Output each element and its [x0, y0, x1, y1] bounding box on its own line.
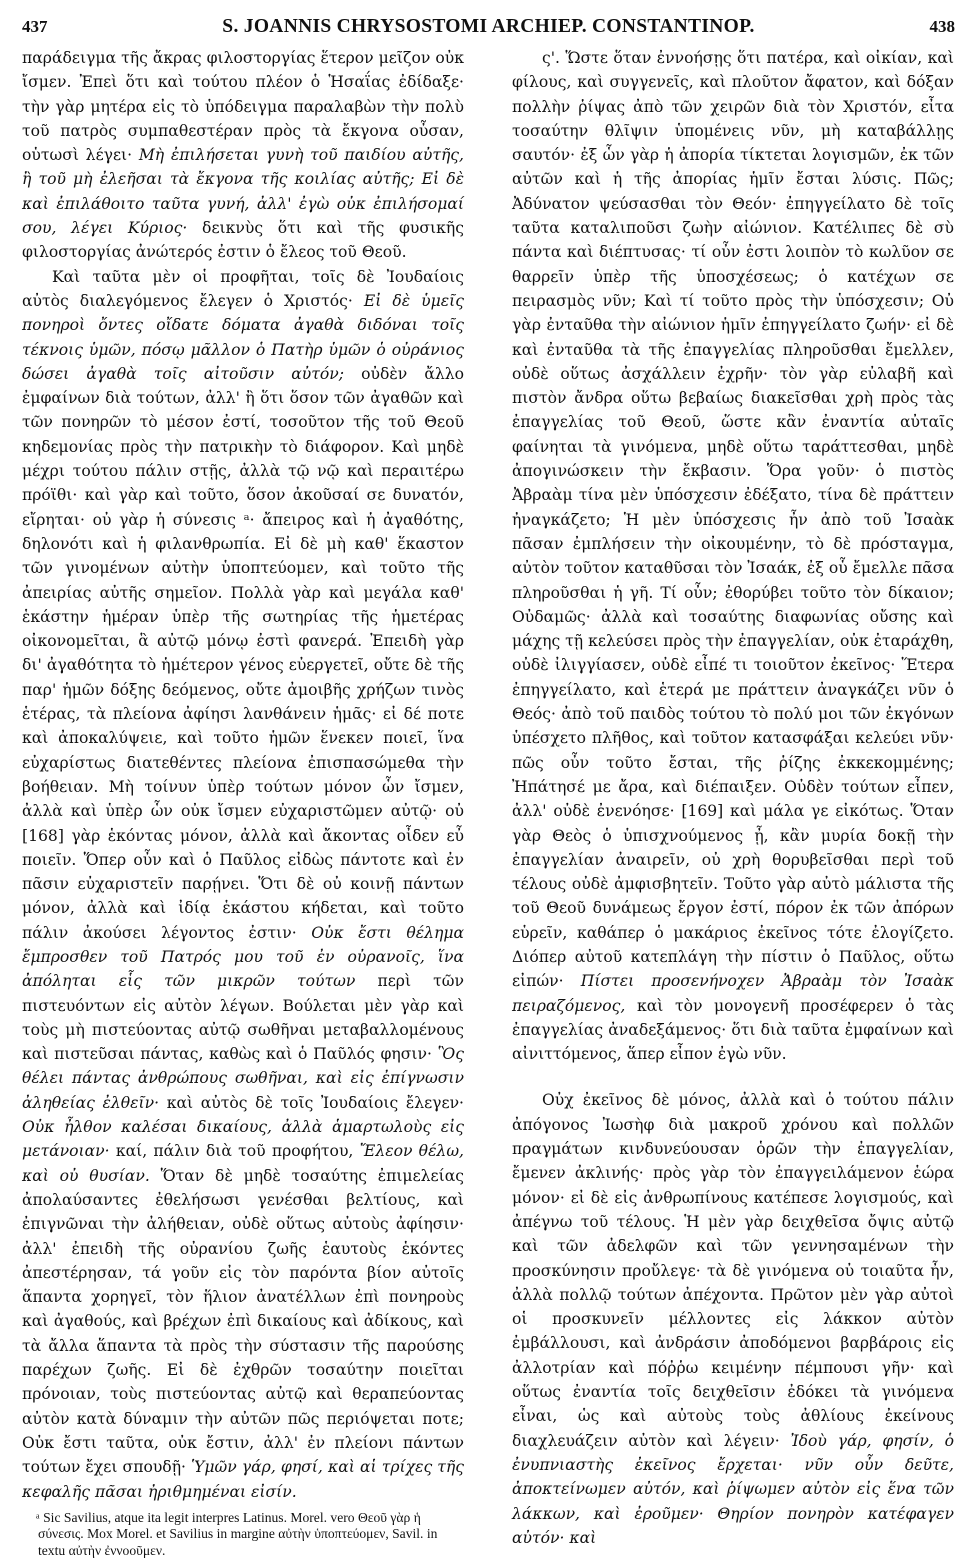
footnote: ᵃ Sic Savilius, atque ita legit interpres Latinus. Morel. vero Θεοῦ γὰρ ἡ σύνεσις. Mox Morel. et Savilius in margine αὐτὴν ὑποπτεύομεν, Savil. in textu αὐτὴν ἐννοοῦμεν. [36, 1509, 438, 1558]
quotation-text: Πίστει προσενήνοχεν Ἀβραὰμ τὸν Ἰσαὰκ πειραζόμενος, [512, 972, 954, 1015]
quotation-text: Οὐκ ἦλθον καλέσαι δικαίους, ἀλλὰ ἁμαρτωλοὺς εἰς μετάνοιαν· [22, 1118, 464, 1161]
running-header [22, 12, 955, 42]
body-text: δεικνὺς ὅτι καὶ τῆς φυσικῆς φιλοστοργίας ἀνώτερός ἐστιν ὁ ἔλεος τοῦ Θεοῦ. [22, 219, 464, 262]
right-page-number: 438 [929, 17, 955, 36]
body-text: περὶ τῶν πιστευόντων εἰς αὐτὸν λέγων. Βούλεται μὲν γὰρ καὶ τοὺς μὴ πιστεύοντας αὐτῷ σωθῆναι μεταβαλλομένους καὶ πιστεῦσαι πάντας, καθὼς καὶ ὁ Παῦλός φησιν· [22, 972, 464, 1064]
paragraph [512, 46, 954, 1066]
quotation-text: Ὑμῶν γάρ, φησί, καὶ αἱ τρίχες τῆς κεφαλῆς πᾶσαι ἠριθμημέναι εἰσίν. [22, 1458, 464, 1501]
quotation-text: Εἰ δὲ ὑμεῖς πονηροὶ ὄντες οἴδατε δόματα ἀγαθὰ διδόναι τοῖς τέκνοις ὑμῶν, πόσῳ μᾶλλον ὁ Πατὴρ ὑμῶν ὁ οὐράνιος δώσει ἀγαθὰ τοῖς αἰτοῦσιν αὐτόν; [22, 291, 464, 383]
body-text: Ὅταν δὲ μηδὲ τοσαύτης ἐπιμελείας ἀπολαύσαντες ἐθελήσωσι γενέσθαι βελτίους, καὶ ἐπιγνῶναι τὴν ἀλήθειαν, οὐδὲ οὕτως αὐτοὺς ἀφίησιν· ἀλλ' ἐπειδὴ τῆς οὐρανίου ζωῆς ἑαυτοὺς ἑκόντες ἀπεστέρησαν, τά γοῦν εἰς τὸν παρόντα βίον αὐτοῖς ἅπαντα χορηγεῖ, τὸν ἥλιον ἀνατέλλων ἐπὶ πονηροὺς καὶ ἀγαθούς, καὶ βρέχων ἐπὶ δικαίους καὶ ἀδίκους, καὶ τὰ ἄλλα ἅπαντα τὰ πρὸς τὴν σύστασιν τῆς παρούσης παρέχων ζωῆς. Εἰ δὲ ἐχθρῶν τοσαύτην ποιεῖται πρόνοιαν, τοὺς πιστεύοντας αὐτῷ καὶ θεραπεύοντας αὐτὸν κατὰ δύναμιν τὴν αὐτῶν πῶς περιόψεται ποτε; Οὐκ ἔστι ταῦτα, οὐκ ἔστιν, ἀλλ' ἐν πλείονι πάντων τούτων ἔχει σπουδῇ· [22, 1166, 464, 1477]
paragraph-gap [512, 1066, 954, 1088]
running-title: S. JOANNIS CHRYSOSTOMI ARCHIEP. CONSTANTINOP. [222, 16, 755, 37]
body-text: Καὶ ταῦτα μὲν οἱ προφῆται, τοῖς δὲ Ἰουδαίοις αὐτὸς διαλεγόμενος ἔλεγεν ὁ Χριστός· [22, 267, 464, 310]
paragraph [512, 1088, 954, 1550]
body-text: Οὐχ ἐκεῖνος δὲ μόνος, ἀλλὰ καὶ ὁ τούτου πάλιν ἀπόγονος Ἰωσὴφ διὰ μακροῦ χρόνου καὶ πολλῶν πραγμάτων κινδυνεύουσαν ὁρῶν τὴν ἐπαγγελίαν, ἔμενεν ἀκλινής· πρὸς γὰρ τὸν ἐπαγγειλάμενον ἑώρα μόνον· εἰ δὲ εἰς ἀνθρωπίνους κατέπεσε λογισμούς, καὶ ἀπέγνω τοῦ τέλους. Ἡ μὲν γὰρ δειχθεῖσα ὄψις αὐτῷ καὶ τῶν ἀδελφῶν καὶ τῶν γεννησαμένων τὴν προσκύνησιν προὔλεγε· τὰ δὲ γινόμενα οὐ τοιαῦτα ἦν, ἀλλὰ πολλῷ τούτων ἀπέχοντα. Πρῶτον μὲν γὰρ αὐτοὶ οἱ προσκυνεῖν μέλλοντες εἰς λάκκον αὐτὸν ἐμβάλλουσι, καὶ ἀνδράσιν ἀποδόμενοι βαρβάροις εἰς ἀλλοτρίαν καὶ πόῤῥω κειμένην πέμπουσι γῆν· καὶ οὕτως ἐναντία τοῖς δειχθεῖσιν ἐδόκει τὰ γινόμενα εἶναι, ὡς καὶ αὐτοὺς τοὺς ἀθλίους ἐκείνους διαχλευάζειν αὐτὸν καὶ λέγειν· [512, 1091, 954, 1450]
right-column-text [512, 46, 954, 1550]
paragraph [22, 46, 464, 265]
paragraph [22, 265, 464, 1504]
left-page-number: 437 [22, 17, 48, 36]
body-text: ς'. Ὥστε ὅταν ἐννοήσῃς ὅτι πατέρα, καὶ οἰκίαν, καὶ φίλους, καὶ συγγενεῖς, καὶ πλοῦτον ἄφατον, καὶ δόξαν πολλὴν ῥίψας ἀπὸ τῶν χειρῶν διὰ τὸν Χριστόν, εἶτα τοσαύτην θλῖψιν ὑπομένεις νῦν, μὴ καταβάλλῃς σαυτόν· ἐξ ὧν γὰρ ἡ ἀπορία τίκτεται λογισμῶν, ἐκ τῶν αὐτῶν καὶ ἡ τῆς ἀπορίας ἡμῖν ἔσται λύσις. Πῶς; Ἀδύνατον ψεύσασθαι τὸν Θεόν· ἐπηγγείλατο δὲ τοῖς ταῦτα καταλιποῦσι ζωὴν αἰώνιον. Κατέλιπες δὲ σὺ πάντα καὶ διέπτυσας· τί οὖν ἐστι λοιπὸν τὸ κωλῦον σε θαρρεῖν ὑπὲρ τῆς ὑποσχέσεως; ὁ κατέχων σε πειρασμὸς νῦν; Καὶ τί τοῦτο πρὸς τὴν ὑπόσχεσιν; Οὐ γὰρ ἐνταῦθα τὴν αἰώνιον ἡμῖν ἐπηγγείλατο ζωήν· εἰ δὲ καὶ ἐνταῦθα τὰ τῆς ἐπαγγελίας πληροῦσθαι ἔμελλεν, οὐδὲ οὕτως ἀσχάλλειν ἐχρῆν· τὸν γὰρ εὐλαβῆ καὶ πιστὸν ἄνδρα οὕτω βεβαίως διακεῖσθαι χρὴ πρὸς τὰς ἐπαγγελίας τοῦ Θεοῦ, ὥστε κἂν ἐναντία αὐταῖς φαίνηται τὰ γινόμενα, μηδὲ οὕτω ταράττεσθαι, μηδὲ ἀπογινώσκειν τὴν ἔκβασιν. Ὅρα γοῦν· ὁ πιστὸς Ἀβραὰμ τίνα μὲν ὑπόσχεσιν ἐδέξατο, τίνα δὲ πράττειν ἠναγκάζετο; Ἡ μὲν ὑπόσχεσις ἦν ἀπὸ τοῦ Ἰσαὰκ πᾶσαν ἐμπλήσειν τὴν οἰκουμένην, τὸ δὲ πρόσταγμα, αὐτὸν τοῦτον καταθῦσαι τὸν Ἰσαάκ, ἐξ οὗ ἔμελλε πᾶσα πληροῦσθαι ἡ γῆ. Τί οὖν; ἐθορύβει τοῦτο τὸν δίκαιον; Οὐδαμῶς· ἀλλὰ καὶ τοσαύτης διαφωνίας οὔσης καὶ μάχης τῇ κελεύσει πρὸς τὴν ἐπαγγελίαν, οὐκ ἐταράχθη, οὐδὲ ἰλιγγίασεν, οὐδὲ εἶπέ τι τοιοῦτον ἐκεῖνος· Ἕτερα ἐπηγγείλατο, καὶ ἑτερά με πράττειν ἀναγκάζει νῦν ὁ Θεός· ἀπὸ τοῦ παιδὸς τούτου τὸ πολύ μοι τῶν ἐκγόνων ὑπέσχετο πλῆθος, καὶ τοῦτον κατασφάξαι κελεύει νῦν· πῶς οὖν τοῦτο ἔσται, τῆς ῥίζης ἐκκεκομμένης; Ἠπάτησέ με ἄρα, καὶ διέπαιξεν. Οὐδὲν τούτων εἶπεν, ἀλλ' οὐδὲ ἐνενόησε· [169] καὶ μάλα γε εἰκότως. Ὅταν γὰρ Θεὸς ὁ ὑπισχνούμενος ᾖ, κἂν μυρία δοκῇ τὴν ἐπαγγελίαν ἀναιρεῖν, οὐ χρὴ θορυβεῖσθαι περὶ τοῦ τέλους οὐδὲ ἀμφισβητεῖν. Τοῦτο γὰρ αὐτὸ μάλιστα τῆς τοῦ Θεοῦ δυνάμεως ἔργον ἐστί, πόρον ἐκ τῶν ἀπόρων εὑρεῖν, καθάπερ ὁ μακάριος ἐκεῖνος τότε ἐλογίζετο. Διόπερ αὐτοῦ κατεπλάγη τὴν πίστιν ὁ Παῦλος, οὕτω εἰπών· [512, 49, 954, 991]
quotation-text: Μὴ ἐπιλήσεται γυνὴ τοῦ παιδίου αὐτῆς, ἢ τοῦ μὴ ἐλεῆσαι τὰ ἔκγονα τῆς κοιλίας αὐτῆς; Εἰ δὲ καὶ ἐπιλάθοιτο ταῦτα γυνή, ἀλλ' ἐγὼ οὐκ ἐπιλήσομαί σου, λέγει Κύριος· [22, 146, 464, 238]
quotation-text: Ἔλεον θέλω, καὶ οὐ θυσίαν. [22, 1142, 464, 1185]
body-text: οὐδὲν ἄλλο ἐμφαίνων διὰ τούτων, ἀλλ' ἢ ὅτι ὅσον τῶν ἀγαθῶν καὶ τῶν πονηρῶν τὸ μέσον ἐστί, τοσοῦτον τῆς τοῦ Θεοῦ κηδεμονίας πρὸς τὴν πατρικὴν τὸ διάφορον. Καὶ μηδὲ μέχρι τούτου πάλιν στῇς, ἀλλὰ τῷ νῷ καὶ περαιτέρω πρόϊθι· καὶ γὰρ καὶ τοῦτο, ὅσον ἀκοῦσαί σε δυνατόν, εἴρηται· οὐ γὰρ ἡ σύνεσις ᵃ· ἄπειρος καὶ ἡ ἀγαθότης, δηλονότι καὶ ἡ φιλανθρωπία. Εἰ δὲ μὴ καθ' ἕκαστον τῶν γινομένων αὐτὴν ὑποπτεύομεν, καὶ τοῦτο τῆς ἀπειρίας αὐτῆς σημεῖον. Πολλὰ γὰρ καὶ μεγάλα καθ' ἑκάστην ἡμέραν ὑπὲρ τῆς σωτηρίας τῆς ἡμετέρας οἰκονομεῖται, ἃ αὐτῷ μόνῳ ἐστὶ φανερά. Ἐπειδὴ γὰρ δι' ἀγαθότητα τὸ ἡμέτερον γένος εὐεργετεῖ, οὔτε δὲ τῆς παρ' ἡμῶν δόξης δεόμενος, οὔτε ἀμοιβῆς χρήζων τινὸς ἑτέρας, τὰ πλείονα ἀφίησι λανθάνειν ἡμᾶς· εἰ δέ ποτε καὶ ἀποκαλύψειε, καὶ τοῦτο ἡμῶν ἕνεκεν ποιεῖ, ἵνα εὐχαρίστως διατεθέντες πλείονα ἐπισπασώμεθα τὴν βοήθειαν. Μὴ τοίνυν ὑπὲρ τούτων μόνον ὧν ἴσμεν, ἀλλὰ καὶ ὑπὲρ ὧν οὐκ ἴσμεν εὐχαριστῶμεν αὐτῷ· οὐ [168] γὰρ ἑκόντας μόνον, ἀλλὰ καὶ ἄκοντας οἶδεν εὖ ποιεῖν. Ὅπερ οὖν καὶ ὁ Παῦλος εἰδὼς πάντοτε καὶ ἐν πᾶσιν εὐχαριστεῖν παρῄνει. Ὅτι δὲ οὐ κοινῇ πάντων μόνον, ἀλλὰ καὶ ἰδίᾳ ἑκάστου κήδεται, καὶ τοῦτο πάλιν ἀκούσει λέγοντος ἐστιν· [22, 364, 464, 942]
right-column [512, 46, 954, 1550]
body-text: καὶ τὸν μονογενῆ προσέφερεν ὁ τὰς ἐπαγγελίας ἀναδεξάμενος· ὅτι διὰ ταῦτα ἐμφαίνων καὶ αἰνιττόμενος, ἅπερ εἶπον ἐγὼ νῦν. [512, 996, 954, 1064]
body-text: παράδειγμα τῆς ἄκρας φιλοστοργίας ἕτερον μεῖζον οὐκ ἴσμεν. Ἐπεὶ ὅτι καὶ τούτου πλέον ὁ Ἡσαΐας ἐδίδαξε· τὴν γὰρ μητέρα εἰς τὸ ὑπόδειγμα παραλαβὼν τὴν πολὺ τοῦ πατρὸς συμπαθεστέραν πρὸς τὰ ἔκγονα οὖσαν, οὑτωσὶ λέγει· [22, 49, 464, 165]
quotation-text: Οὐκ ἔστι θέλημα ἔμπροσθεν τοῦ Πατρός μου τοῦ ἐν οὐρανοῖς, ἵνα ἀπόληται εἷς τῶν μικρῶν τούτων [22, 923, 465, 991]
quotation-text: Ἰδοὺ γάρ, φησίν, ὁ ἐνυπνιαστὴς ἐκεῖνος ἔρχεται· νῦν οὖν δεῦτε, ἀποκτείνωμεν αὐτόν, καὶ ῥίψωμεν αὐτὸν εἰς ἕνα τῶν λάκκων, καὶ ἐροῦμεν· Θηρίον πονηρὸν κατέφαγεν αὐτόν· καὶ [512, 1431, 954, 1547]
left-column [22, 46, 464, 1559]
quotation-text: Ὃς θέλει πάντας ἀνθρώπους σωθῆναι, καὶ εἰς ἐπίγνωσιν ἀληθείας ἐλθεῖν· [22, 1045, 464, 1112]
left-column-text [22, 46, 464, 1504]
body-text: καί, πάλιν διὰ τοῦ προφήτου, [109, 1142, 360, 1161]
body-text: καὶ αὐτὸς δὲ τοῖς Ἰουδαίοις ἔλεγεν· [159, 1093, 465, 1112]
